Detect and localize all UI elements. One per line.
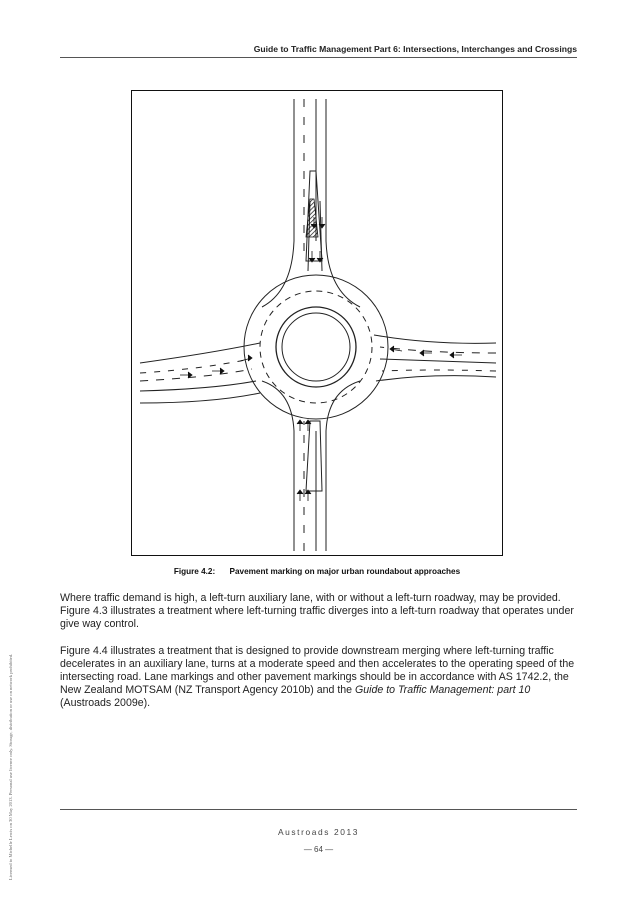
south-arrow-3 [297, 490, 303, 501]
south-road-edge-right [326, 381, 360, 551]
east-road-edge-bottom [376, 376, 496, 381]
west-lane-line-2 [140, 381, 256, 391]
guide-reference-italic: Guide to Traffic Management: part 10 [355, 684, 531, 696]
east-lane-line-2 [380, 359, 496, 363]
roundabout-figure [131, 90, 503, 556]
running-header: Guide to Traffic Management Part 6: Intersections, Interchanges and Crossings [253, 44, 577, 54]
body-paragraph-2-text: Figure 4.4 illustrates a treatment that is designed to provide downstream merging where left-turning traffic decelerates in an auxiliary lane, turns at a moderate speed and then accelerates to the operating speed of the intersecting road. Lane markings and other pavement markings should be in accordance with AS 1742.2, the New Zealand MOTSAM (NZ Transport Agency 2010b) and the [60, 645, 575, 696]
central-island-outer [276, 307, 356, 387]
figure-caption [131, 567, 503, 576]
north-arrow-3 [309, 251, 315, 262]
footer-organisation: Austroads 2013 [277, 827, 360, 837]
east-lane-line-3 [382, 370, 496, 371]
footer-rule [60, 809, 577, 810]
body-paragraph-2 [60, 645, 577, 710]
header-rule [60, 57, 577, 58]
west-lane-line-1 [140, 369, 252, 381]
figure-caption-text: Pavement marking on major urban roundabout approaches [229, 567, 461, 576]
figure-number: Figure 4.2: [173, 567, 216, 576]
circulating-lane-line [260, 291, 372, 403]
body-paragraph-2-tail: (Austroads 2009e). [60, 697, 151, 709]
south-arrow-1 [297, 420, 303, 431]
east-road-edge-top [374, 335, 496, 343]
south-splitter-island [306, 421, 322, 491]
south-road-edge-left [262, 381, 294, 551]
page-number: — 64 — [303, 845, 334, 854]
north-road-edge-left [262, 99, 294, 307]
south-arrow-4 [305, 490, 311, 501]
roundabout-diagram [132, 91, 504, 557]
west-arrow-3 [240, 355, 252, 361]
roundabout-outer-ring [244, 275, 388, 419]
west-road-edge-top [140, 343, 260, 363]
body-paragraph-1: Where traffic demand is high, a left-turn auxiliary lane, with or without a left-turn roadway, may be provided. Figure 4.3 illustrates a treatment where left-turning traffic diverges into a left-turn roadway that operates under give way control. [60, 592, 574, 630]
north-road-edge-right [326, 99, 360, 307]
west-arrow-2 [212, 368, 224, 374]
licence-watermark: Licensed to Michelle Lewis on 30 May 2013. Personal use licence only. Storage, distribution or use on network prohibited. [8, 653, 13, 880]
west-road-edge-bottom [140, 393, 260, 403]
central-island-inner [282, 313, 350, 381]
